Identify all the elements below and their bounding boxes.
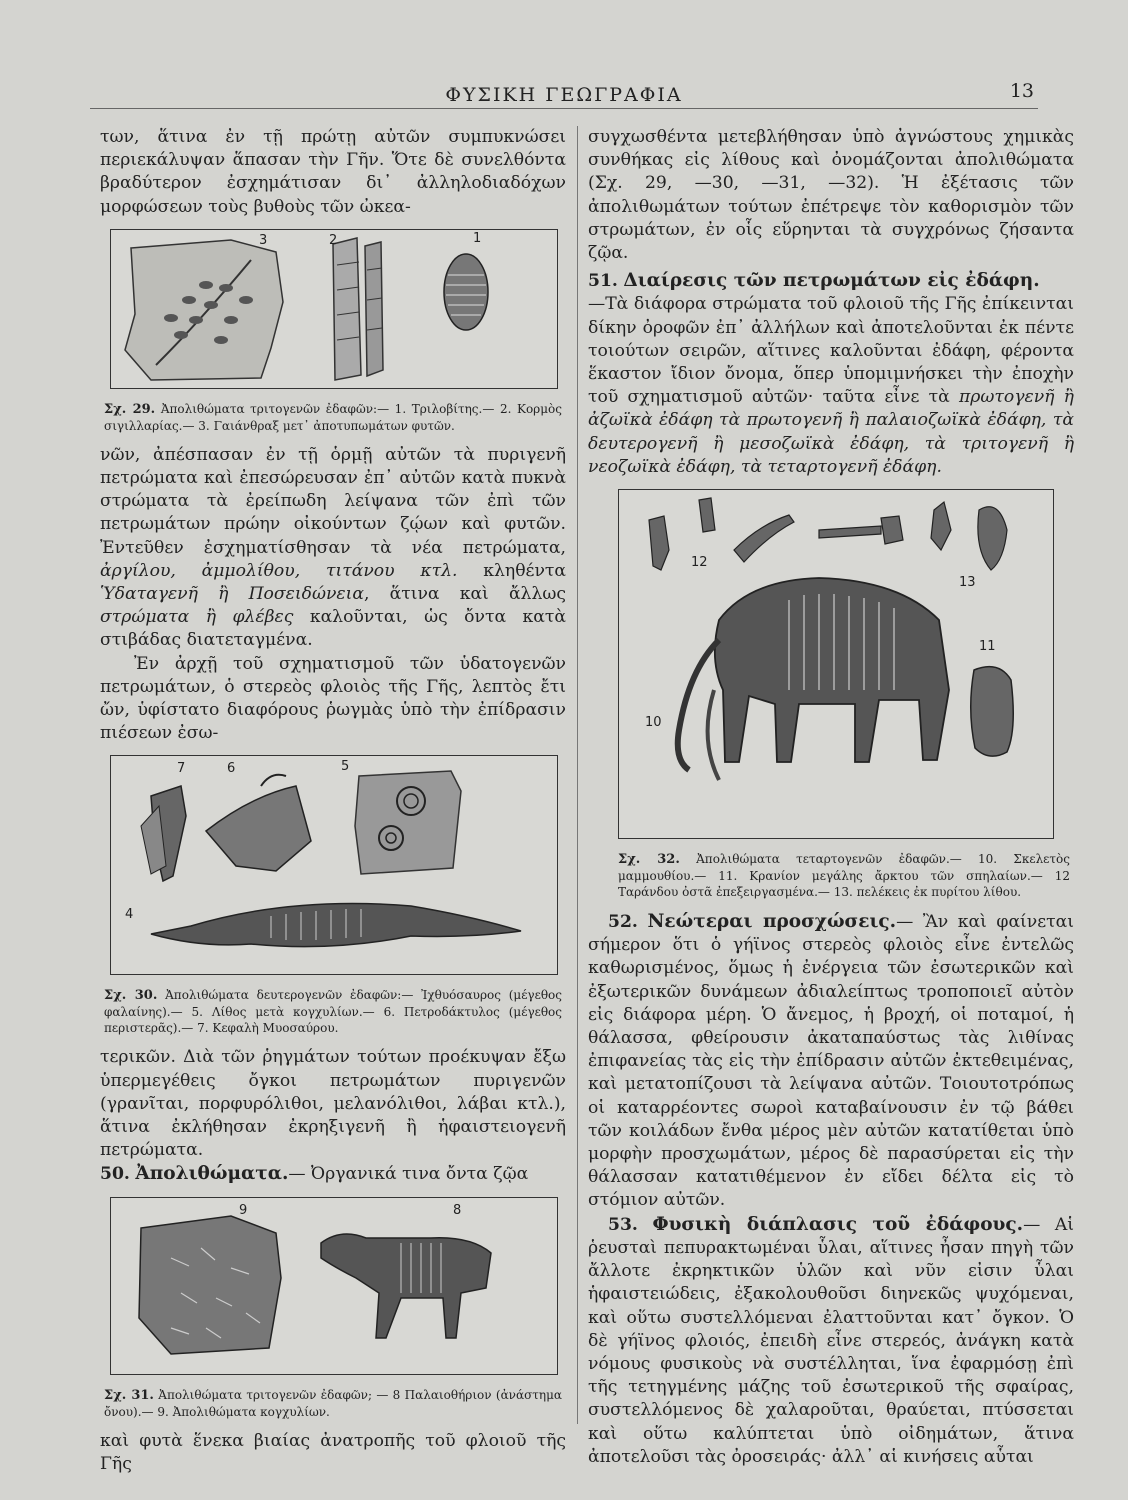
paragraph: τερικῶν. Διὰ τῶν ῥηγμάτων τούτων προέκυψαν ἔξω ὑπερμεγέθεις ὄγκοι πετρωμάτων πυριγενῶν (γρανῖται, πορφυρόλιθοι, μελανόλιθοι, λάβαι κτλ.), ἅτινα ἐκλήθησαν ἐκρηξιγενῆ ἢ ἡφαιστειογενῆ πετρώματα. [100, 1047, 566, 1161]
figure-30-caption [104, 987, 562, 1036]
figure-30-label-7: 7 [177, 761, 186, 777]
figure-31-label-9: 9 [239, 1202, 248, 1218]
column-divider [577, 126, 578, 1424]
figure-29-number: Σχ. 29. [104, 401, 156, 417]
text-run: —Τὰ διάφορα στρώματα τοῦ φλοιοῦ τῆς Γῆς ἐπίκεινται δίκην ὀροφῶν ἐπ᾽ ἀλλήλων καὶ ἀποτελοῦνται ἐκ πέντε τοιούτων σειρῶν, αἵτινες καλοῦνται ἐδάφη, φέροντα ἕκαστον ἴδιον ὄνομα, ὅπερ ὑπομιμνήσκει τὴν ἐποχὴν τοῦ σχηματισμοῦ αὐτῶν· ταῦτα εἶνε τὰ [588, 294, 1074, 408]
figure-31-caption-text: Ἀπολιθώματα τριτογενῶν ἐδαφῶν; — 8 Παλαιοθήριον (ἀνάστημα ὄνου).— 9. Ἀπολιθώματα κογχυλίων. [104, 1387, 562, 1419]
figure-29 [110, 229, 558, 389]
section-title: Νεώτεραι προσχώσεις. [647, 911, 897, 933]
figure-29-label-3: 3 [259, 232, 268, 248]
paragraph: των, ἅτινα ἐν τῇ πρώτῃ αὐτῶν συμπυκνώσει περιεκάλυψαν ἅπασαν τὴν Γῆν. Ὅτε δὲ συνελθόντα βραδύτερον ἐσχημάτισαν δι᾽ ἀλληλοδιαδόχων μορφώσεων τοὺς βυθοὺς τῶν ὠκεα- [100, 127, 566, 217]
section-number: 53. [608, 1214, 638, 1235]
section-text: — Αἱ ῥευσταὶ πεπυρακτωμέναι ὗλαι, αἵτινες ἦσαν πηγὴ τῶν ἄλλοτε ἐκρηκτικῶν ὑλῶν καὶ νῦν εἰσιν ὗλαι ἡφαιστειώδεις, ἐξακολουθοῦσι διηνεκῶς ψυχόμεναι, καὶ οὕτω συστελλόμεναι ἐλαττοῦνται κατ᾽ ὄγκον. Ὁ δὲ γήϊνος φλοιός, ἐπειδὴ εἶνε στερεός, ἀνάγκη κατὰ νόμους φυσικοὺς νὰ συστέλληται, ἵνα ἐφαρμόσῃ ἐπὶ τῆς τετηγμένης μάζης τοῦ ἐσωτερικοῦ τῆς σφαίρας, συστελλόμενος δὲ χαλαροῦται, θραύεται, πτύσσεται καὶ οὕτω καλύπτεται ὑπὸ οἰδημάτων, ἅτινα ἀποτελοῦσι τὰς ὀροσειράς· ἀλλ᾽ αἱ κινήσεις αὗται [588, 1214, 1074, 1467]
running-title: ΦΥΣΙΚΗ ΓΕΩΓΡΑΦΙΑ [445, 84, 683, 106]
section-title: Ἀπολιθώματα. [135, 1163, 289, 1185]
figure-30-label-6: 6 [227, 761, 236, 777]
figure-32-label-12: 12 [691, 555, 708, 571]
section-title: Διαίρεσις τῶν πετρωμάτων εἰς ἐδάφη. [623, 270, 1040, 292]
paragraph [100, 444, 566, 653]
section-number: 50. [100, 1164, 130, 1185]
text-run: , ἅτινα καὶ ἄλλως [363, 584, 566, 605]
text-run: νῶν, ἀπέσπασαν ἐν τῇ ὁρμῇ αὐτῶν τὰ πυριγενῆ πετρώματα καὶ ἐπεσώρευσαν ἐπ᾽ αὐτῶν κατὰ πυκνὰ στρώματα τὰ ἐρείπωδη λείψανα τῶν ἐπὶ τῶν πετρωμάτων πρώην οἰκούντων ζῴων καὶ φυτῶν. Ἐντεῦθεν ἐσχηματίσθησαν τὰ νέα πετρώματα, [100, 444, 566, 558]
left-column [100, 126, 566, 1476]
section-number: 51. [588, 271, 618, 292]
figure-29-label-2: 2 [329, 232, 338, 248]
italic-run: πρωτογενῆ ἢ ἀζωϊκὰ ἐδάφη τὰ πρωτογενῆ ἢ παλαιοζωϊκὰ ἐδάφη, τὰ δευτερογενῆ ἢ μεσοζωϊκὰ ἐδάφη, τὰ τριτογενῆ ἢ νεοζωϊκὰ ἐδάφη, τὰ τεταρτογενῆ ἐδάφη. [588, 387, 1074, 477]
figure-32-label-11: 11 [979, 639, 996, 655]
figure-30-caption-text: Ἀπολιθώματα δευτερογενῶν ἐδαφῶν:— Ἰχθυόσαυρος (μέγεθος φαλαίνης).— 5. Λίθος μετὰ κογχυλίων.— 6. Πετροδάκτυλος (μέγεθος περιστερᾶς).— 7. Κεφαλὴ Μυοσαύρου. [104, 988, 562, 1036]
right-column [588, 126, 1074, 1469]
section-text: — Ἂν καὶ φαίνεται σήμερον ὅτι ὁ γήϊνος στερεὸς φλοιὸς εἶνε ἐντελῶς καθωρισμένος, ὅμως ἡ ἐνέργεια τῶν ἐσωτερικῶν καὶ ἐξωτερικῶν δυνάμεων ἀδιαλείπτως τροποποιεῖ αὐτὸν εἰς διάφορα μέρη. Ὁ ἄνεμος, ἡ βροχή, οἱ ποταμοί, ἡ θάλασσα, φθείρουσιν ἀκαταπαύστως τὰς λιθίνας ἐπιφανείας τὰς εἰς τὴν ἐπίδρασιν αὐτῶν ἐκτεθειμένας, καὶ μετατοπίζουσι τὰ λείψανα αὐτῶν. Τοιουτοτρόπως οἱ καταρρέοντες σωροὶ καταβαίνουσιν ἐν τῷ βάθει τῶν κοιλάδων ἔνθα μέρος μὲν αὐτῶν κατατίθεται ὑπὸ μορφὴν προσχωμάτων, μέρος δὲ παρασύρεται εἰς τὴν θάλασσαν κατατιθέμενον ἐν εἴδει δέλτα εἰς τὸ στόμιον αὐτῶν. [588, 912, 1075, 1211]
figure-30-label-4: 4 [125, 907, 134, 923]
figure-32-label-13: 13 [959, 575, 976, 591]
figure-29-caption [104, 401, 562, 434]
figure-32-caption-text: Ἀπολιθώματα τεταρτογενῶν ἐδαφῶν.— 10. Σκελετὸς μαμμουθίου.— 11. Κρανίον μεγάλης ἄρκτου τῶν σπηλαίων.— 12 Ταράνδου ὀστᾶ ἐπεξειργασμένα.— 13. πελέκεις ἐκ πυρίτου λίθου. [618, 852, 1070, 900]
figure-32-caption [618, 851, 1070, 900]
italic-run: Ὑδαταγενῆ ἢ Ποσειδώνεια [100, 584, 364, 605]
section-50-heading [100, 1162, 566, 1186]
figure-31-illustration [111, 1198, 557, 1374]
figure-29-label-1: 1 [473, 230, 482, 246]
figure-30 [110, 755, 558, 975]
section-text: — Ὀργανικά τινα ὄντα ζῷα [288, 1164, 529, 1185]
section-52-heading [588, 910, 1074, 1213]
italic-run: ἀργίλου, ἀμμολίθου, τιτάνου κτλ. [100, 560, 458, 581]
running-header [90, 78, 1038, 109]
figure-30-label-5: 5 [341, 759, 350, 775]
section-51-heading [588, 269, 1074, 293]
figure-29-caption-text: Ἀπολιθώματα τριτογενῶν ἐδαφῶν:— 1. Τριλοβίτης.— 2. Κορμὸς σιγιλλαρίας.— 3. Γαιάνθραξ μετ᾽ ἀποτυπωμάτων φυτῶν. [104, 401, 562, 433]
section-number: 52. [608, 912, 638, 933]
figure-30-illustration [111, 756, 557, 974]
text-run: κληθέντα [457, 560, 567, 581]
figure-31 [110, 1197, 558, 1375]
figure-30-number: Σχ. 30. [104, 988, 158, 1004]
section-title: Φυσικὴ διάπλασις τοῦ ἐδάφους. [652, 1213, 1024, 1235]
italic-run: στρώματα ἢ φλέβες [100, 607, 294, 628]
figure-31-number: Σχ. 31. [104, 1387, 154, 1403]
section-53-heading [588, 1213, 1074, 1469]
paragraph: Ἐν ἀρχῇ τοῦ σχηματισμοῦ τῶν ὑδατογενῶν πετρωμάτων, ὁ στερεὸς φλοιὸς τῆς Γῆς, λεπτὸς ἔτι ὤν, ὑφίστατο διαφόρους ῥωγμὰς ὑπὸ τὴν ἐπίδρασιν πιέσεων ἐσω- [100, 653, 566, 744]
figure-29-illustration [111, 230, 557, 388]
figure-32-illustration [619, 490, 1053, 838]
figure-31-caption [104, 1387, 562, 1420]
paragraph: συγχωσθέντα μετεβλήθησαν ὑπὸ ἀγνώστους χημικὰς συνθήκας εἰς λίθους καὶ ὀνομάζονται ἀπολιθώματα (Σχ. 29, —30, —31, —32). Ἡ ἐξέτασις τῶν ἀπολιθωμάτων τούτων ἐπέτρεψε τὸν καθορισμὸν τῶν στρωμάτων, ἐν οἷς εὕρηνται τὰ συγχρόνως ζήσαντα ζῷα. [588, 127, 1074, 264]
paragraph [588, 293, 1074, 479]
figure-32 [618, 489, 1054, 839]
figure-32-number: Σχ. 32. [618, 852, 680, 868]
figure-31-label-8: 8 [453, 1202, 462, 1218]
paragraph: καὶ φυτὰ ἕνεκα βιαίας ἀνατροπῆς τοῦ φλοιοῦ τῆς Γῆς [100, 1430, 566, 1474]
figure-32-label-10: 10 [645, 715, 662, 731]
page-number: 13 [1009, 80, 1034, 102]
text-run: καλοῦνται, ὡς ὄντα κατὰ στιβάδας διατεταγμένα. [100, 607, 566, 651]
